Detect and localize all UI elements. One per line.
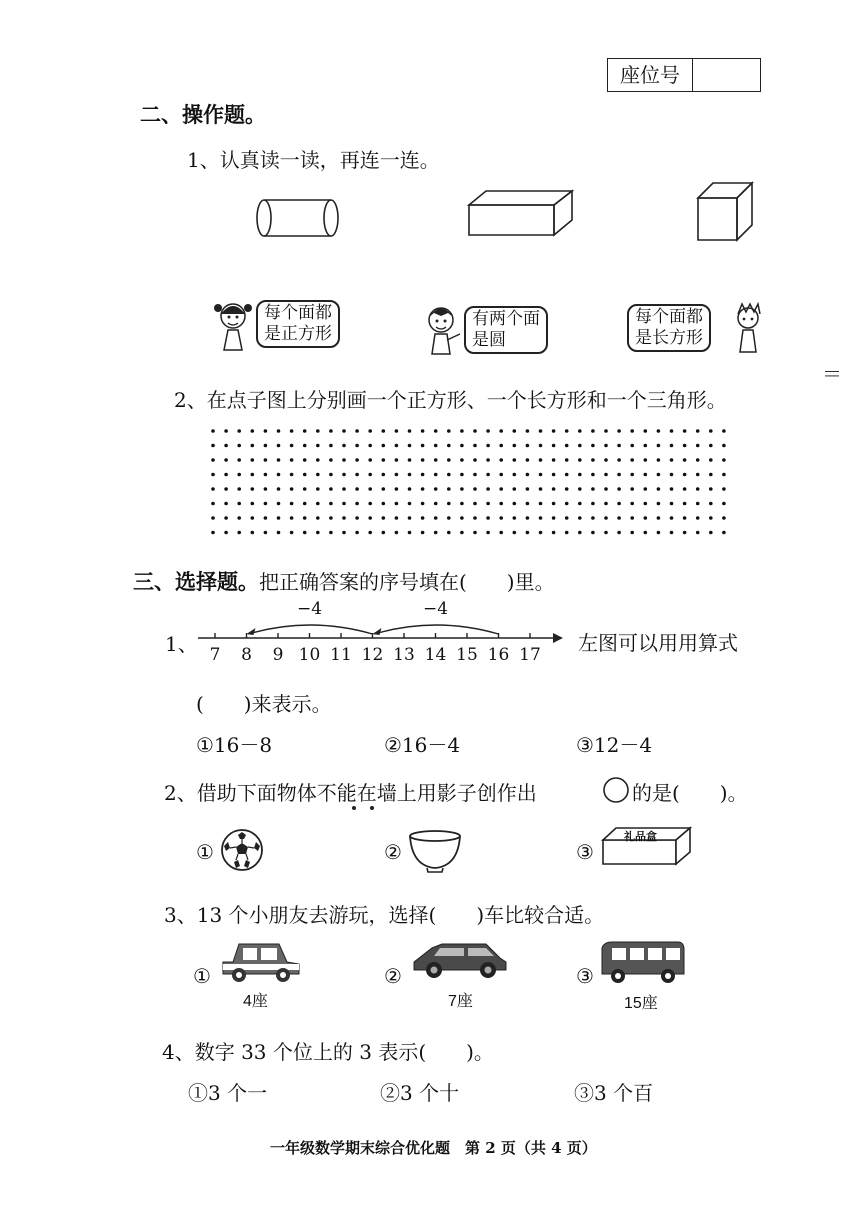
number-line-tick-label: 16 — [487, 645, 510, 665]
cylinder-figure — [255, 198, 340, 240]
number-line-tick-label: 13 — [393, 645, 415, 665]
number-line-tick-label: 8 — [241, 645, 252, 665]
s3-q1-prefix: 1、 — [165, 632, 198, 656]
number-line-tick-label: 11 — [330, 645, 352, 665]
s3-q2-option-1[interactable]: ① — [196, 840, 214, 864]
section-2-title: 二、操作题。 — [140, 103, 266, 127]
seat-number-box — [607, 58, 761, 92]
jump-arc — [375, 625, 499, 634]
bubble-rectangle-faces: 每个面都 是长方形 — [627, 304, 711, 352]
circle-icon — [602, 776, 630, 804]
number-line-tick-label: 15 — [456, 645, 478, 665]
s3-q2-option-3[interactable]: ③ — [576, 840, 594, 864]
number-line-arrowhead — [553, 633, 563, 643]
number-line-tick-label: 14 — [424, 645, 447, 665]
s3-q1-option-2[interactable]: ②16－4 — [384, 733, 461, 757]
jump-arc-label: −4 — [422, 599, 449, 619]
s3-q4-text: 4、数字 33 个位上的 3 表示( )。 — [162, 1040, 494, 1064]
page-footer: 一年级数学期末综合优化题 第 2 页（共 4 页） — [270, 1139, 597, 1157]
cube-figure — [697, 182, 755, 244]
seat-number-label: 座位号 — [608, 59, 693, 91]
jump-arc-label: −4 — [296, 599, 323, 619]
dot-grid[interactable] — [210, 428, 740, 540]
s2-q1-text: 1、认真读一读，再连一连。 — [187, 148, 440, 172]
bowl-icon — [408, 830, 462, 874]
small-car-seats: 4座 — [243, 993, 268, 1010]
child-icon — [733, 304, 763, 356]
number-line-tick-label: 10 — [298, 645, 321, 665]
s3-q2-option-2[interactable]: ② — [384, 840, 402, 864]
small-car-icon — [219, 940, 303, 984]
emphasis-dots — [350, 804, 380, 812]
s3-q4-option-3[interactable]: ③3 个百 — [574, 1081, 654, 1105]
s3-q2-text-end: 的是( )。 — [632, 781, 748, 805]
jump-arc — [249, 625, 373, 634]
s3-q1-line2: ( )来表示。 — [196, 692, 332, 716]
s3-q1-tail: 左图可以用用算式 — [578, 631, 738, 655]
s3-q3-option-3[interactable]: ③ — [576, 964, 594, 988]
s3-q1-option-3[interactable]: ③12－4 — [576, 733, 653, 757]
boy-icon — [420, 304, 462, 356]
number-line — [198, 598, 568, 670]
s3-q4-option-1[interactable]: ①3 个一 — [188, 1081, 268, 1105]
number-line-tick-label: 9 — [272, 645, 284, 665]
s3-q3-option-1[interactable]: ① — [193, 964, 211, 988]
suv-seats: 7座 — [448, 993, 473, 1010]
gift-box-label: 礼品盒 — [624, 830, 657, 843]
suv-icon — [412, 940, 508, 980]
soccer-ball-icon — [220, 828, 264, 872]
bubble-square-faces: 每个面都 是正方形 — [256, 300, 340, 348]
jump-arc-arrowhead — [247, 628, 256, 635]
minibus-icon — [598, 940, 688, 984]
s3-q4-option-2[interactable]: ②3 个十 — [380, 1081, 460, 1105]
section-3-heading — [133, 566, 555, 596]
s2-q2-text: 2、在点子图上分别画一个正方形、一个长方形和一个三角形。 — [174, 388, 727, 412]
bubble-two-circles: 有两个面 是圆 — [464, 306, 548, 354]
section-3-instruction: 把正确答案的序号填在( )里。 — [259, 570, 555, 594]
number-line-tick-label: 17 — [519, 645, 541, 665]
jump-arc-arrowhead — [373, 628, 382, 635]
s3-q1-option-1[interactable]: ①16－8 — [196, 733, 273, 757]
margin-mark: ＝ — [822, 362, 842, 386]
number-line-tick-label: 12 — [361, 645, 384, 665]
cuboid-figure — [468, 190, 578, 238]
seat-number-field[interactable] — [693, 59, 760, 91]
girl-icon — [212, 300, 254, 352]
section-3-title: 三、选择题。 — [133, 570, 259, 594]
s3-q2-text: 2、借助下面物体不能在墙上用影子创作出 — [164, 781, 537, 805]
minibus-seats: 15座 — [624, 995, 658, 1012]
number-line-tick-label: 7 — [209, 645, 221, 665]
s3-q3-text: 3、13 个小朋友去游玩，选择( )车比较合适。 — [164, 903, 605, 927]
s3-q3-option-2[interactable]: ② — [384, 964, 402, 988]
